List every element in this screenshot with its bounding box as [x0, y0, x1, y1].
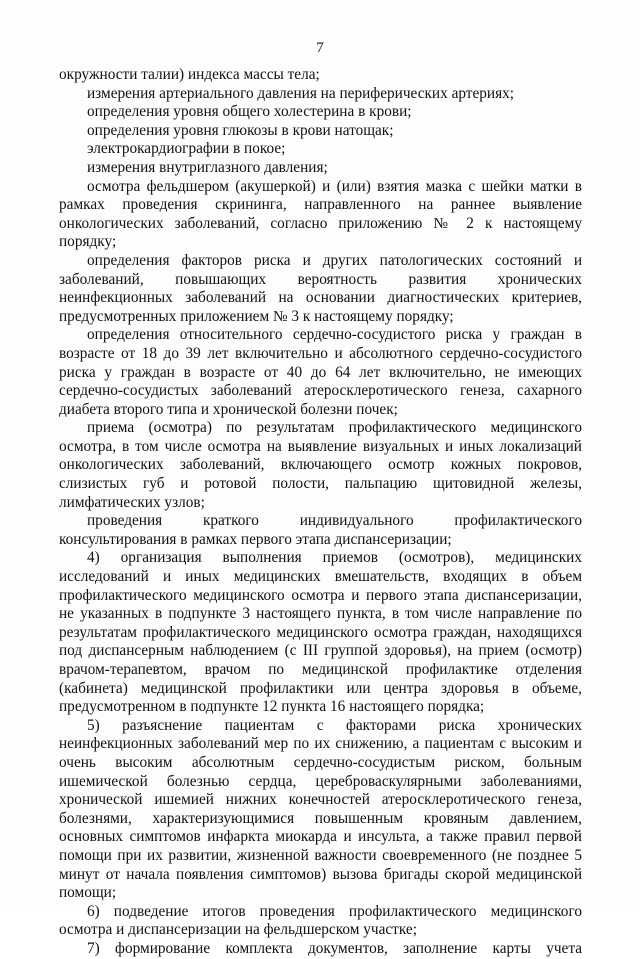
paragraph-6: измерения внутриглазного давления; — [87, 158, 328, 176]
paragraph-13: 5) разъяснение пациентам с факторами риска хронических неинфекционных заболеваний мер по их снижению, а пациентам с высоким и очень высоким абсолютным сердечно-сосудистым риском, больным ишемической болезнью сердца, цереброваскулярными заболеваниями, хронической ишемией нижних конечностей атеросклеротического генеза, болезнями, характеризующимися повышенным кровяным давлением, основных симптомов инфаркта миокарда и инсульта, а также правил первой помощи при их развитии, жизненной важности своевременного (не позднее 5 минут от начала появления симптомов) вызова бригады скорой медицинской помощи; — [59, 716, 582, 902]
paragraph-15: 7) формирование комплекта документов, заполнение карты учета — [87, 939, 582, 957]
paragraph-4: определения уровня глюкозы в крови натощак; — [87, 121, 394, 139]
page-number: 7 — [316, 40, 324, 56]
paragraph-2: измерения артериального давления на периферических артериях; — [87, 84, 515, 102]
paragraph-11: проведения краткого индивидуального профилактического консультирования в рамках первого этапа диспансеризации; — [59, 512, 582, 548]
paragraph-9: определения относительного сердечно-сосудистого риска у граждан в возрасте от 18 до 39 лет включительно и абсолютного сердечно-сосудистого риска у граждан в возрасте от 40 до 64 лет включительно, не имеющих сердечно-сосудистых заболеваний атеросклеротического генеза, сахарного диабета второго типа и хронической болезни почек; — [59, 326, 582, 418]
paragraph-1: окружности талии) индекса массы тела; — [59, 66, 320, 83]
paragraph-3: определения уровня общего холестерина в крови; — [87, 103, 412, 121]
paragraph-8: определения факторов риска и других патологических состояний и заболеваний, повышающих вероятность развития хронических неинфекционных заболеваний на основании диагностических критериев, предусмотренных приложением № 3 к настоящему порядку; — [59, 251, 582, 325]
paragraph-5: электрокардиографии в покое; — [87, 140, 286, 158]
paragraph-10: приема (осмотра) по результатам профилактического медицинского осмотра, в том числе осмотра на выявление визуальных и иных локализаций онкологических заболеваний, включающего осмотр кожных покровов, слизистых губ и ротовой полости, пальпацию щитовидной железы, лимфатических узлов; — [59, 419, 582, 511]
document-body — [59, 66, 582, 959]
paragraph-7: осмотра фельдшером (акушеркой) и (или) взятия мазка с шейки матки в рамках проведения скрининга, направленного на раннее выявление онкологических заболеваний, согласно приложению № 2 к настоящему порядку; — [59, 177, 582, 251]
paragraph-14: 6) подведение итогов проведения профилактического медицинского осмотра и диспансеризации на фельдшерском участке; — [59, 902, 582, 939]
paragraph-12: 4) организация выполнения приемов (осмотров), медицинских исследований и иных медицинских вмешательств, входящих в объем профилактического медицинского осмотра и первого этапа диспансеризации, не указанных в подпункте 3 настоящего пункта, в том числе направление по результатам профилактического медицинского осмотра граждан, находящихся под диспансерным наблюдением (с III группой здоровья), на прием (осмотр) врачом-терапевтом, врачом по медицинской профилактике отделения (кабинета) медицинской профилактики или центра здоровья в объеме, предусмотренном в подпункте 12 пункта 16 настоящего порядка; — [59, 549, 582, 716]
